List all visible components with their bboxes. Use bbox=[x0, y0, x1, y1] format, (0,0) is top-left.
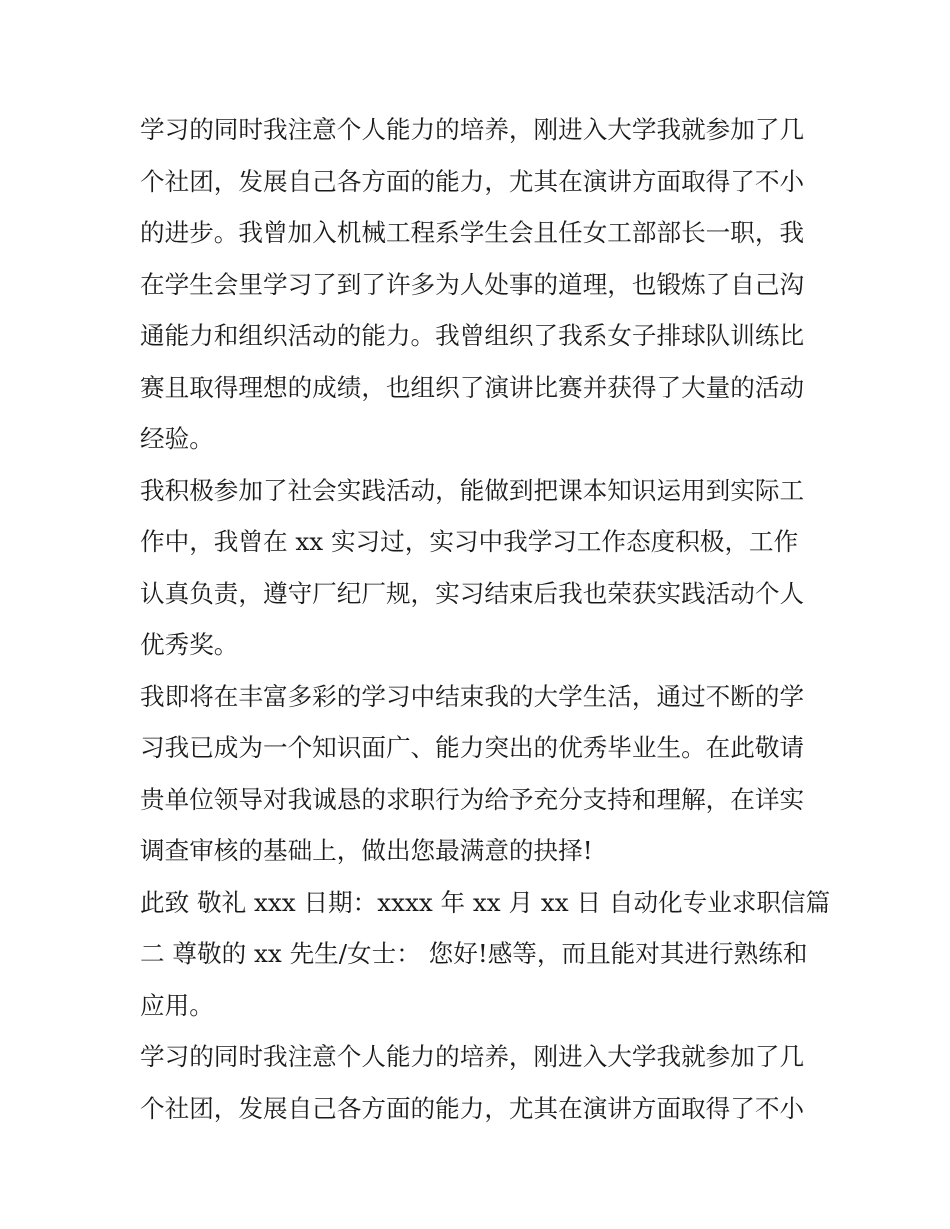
text-line: 认真负责，遵守厂纪厂规，实习结束后我也荣获实践活动个人 bbox=[140, 578, 805, 608]
text-line: 在学生会里学习了到了许多为人处事的道理，也锻炼了自己沟 bbox=[140, 269, 805, 299]
text-line: 我积极参加了社会实践活动，能做到把课本知识运用到实际工 bbox=[140, 475, 805, 505]
text-line: 的进步。我曾加入机械工程系学生会且任女工部部长一职，我 bbox=[140, 218, 805, 247]
text-line: 通能力和组织活动的能力。我曾组织了我系女子排球队训练比 bbox=[140, 321, 805, 350]
text-line: 学习的同时我注意个人能力的培养，刚进入大学我就参加了几 bbox=[140, 1042, 805, 1071]
paragraph-closing bbox=[140, 877, 831, 1032]
document-body bbox=[140, 104, 831, 1134]
paragraph-practice bbox=[140, 465, 812, 671]
text-line: 调查审核的基础上，做出您最满意的抉择! bbox=[140, 836, 593, 865]
text-line: 应用。 bbox=[140, 990, 214, 1020]
text-line: 个社团，发展自己各方面的能力，尤其在演讲方面取得了不小 bbox=[140, 1093, 805, 1123]
text-line: 赛且取得理想的成绩，也组织了演讲比赛并获得了大量的活动 bbox=[140, 372, 805, 402]
text-line: 贵单位领导对我诚恳的求职行为给予充分支持和理解，在详实 bbox=[140, 784, 805, 814]
paragraph-repeat bbox=[140, 1031, 812, 1134]
text-line: 二 尊敬的 xx 先生/女士： 您好!感等，而且能对其进行熟练和 bbox=[140, 939, 808, 968]
paragraph-conclusion bbox=[140, 671, 812, 877]
text-line: 优秀奖。 bbox=[140, 630, 239, 659]
text-line: 经验。 bbox=[140, 424, 214, 453]
text-line: 作中，我曾在 xx 实习过，实习中我学习工作态度积极，工作 bbox=[140, 527, 799, 556]
text-line: 此致 敬礼 xxx 日期：xxxx 年 xx 月 xx 日 自动化专业求职信篇 bbox=[140, 887, 831, 917]
text-line: 我即将在丰富多彩的学习中结束我的大学生活，通过不断的学 bbox=[140, 681, 805, 711]
text-line: 个社团，发展自己各方面的能力，尤其在演讲方面取得了不小 bbox=[140, 166, 805, 196]
text-line: 习我已成为一个知识面广、能力突出的优秀毕业生。在此敬请 bbox=[140, 733, 805, 762]
text-line: 学习的同时我注意个人能力的培养，刚进入大学我就参加了几 bbox=[140, 115, 805, 144]
paragraph-activities bbox=[140, 104, 812, 465]
